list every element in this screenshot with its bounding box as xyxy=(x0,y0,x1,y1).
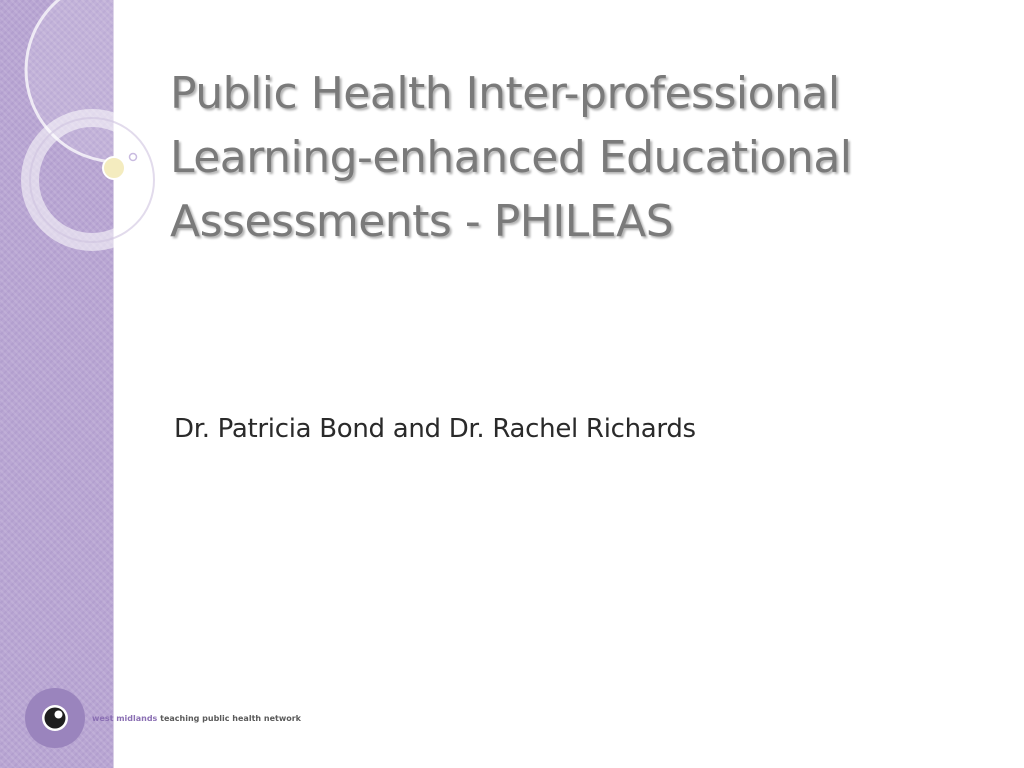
logo-emblem xyxy=(25,688,85,748)
slide-title xyxy=(170,62,890,254)
logo-text-accent: west midlands xyxy=(92,714,158,723)
logo-text xyxy=(92,714,301,723)
slide-title-line-1: Public Health Inter-professional xyxy=(170,68,840,119)
slide-title-line-2: Learning-enhanced Educational xyxy=(170,132,852,183)
slide-subtitle: Dr. Patricia Bond and Dr. Rachel Richards xyxy=(174,414,696,444)
eye-icon xyxy=(25,688,85,748)
logo-text-rest: teaching public health network xyxy=(157,714,301,723)
slide-title-line-3: Assessments - PHILEAS xyxy=(170,196,674,247)
